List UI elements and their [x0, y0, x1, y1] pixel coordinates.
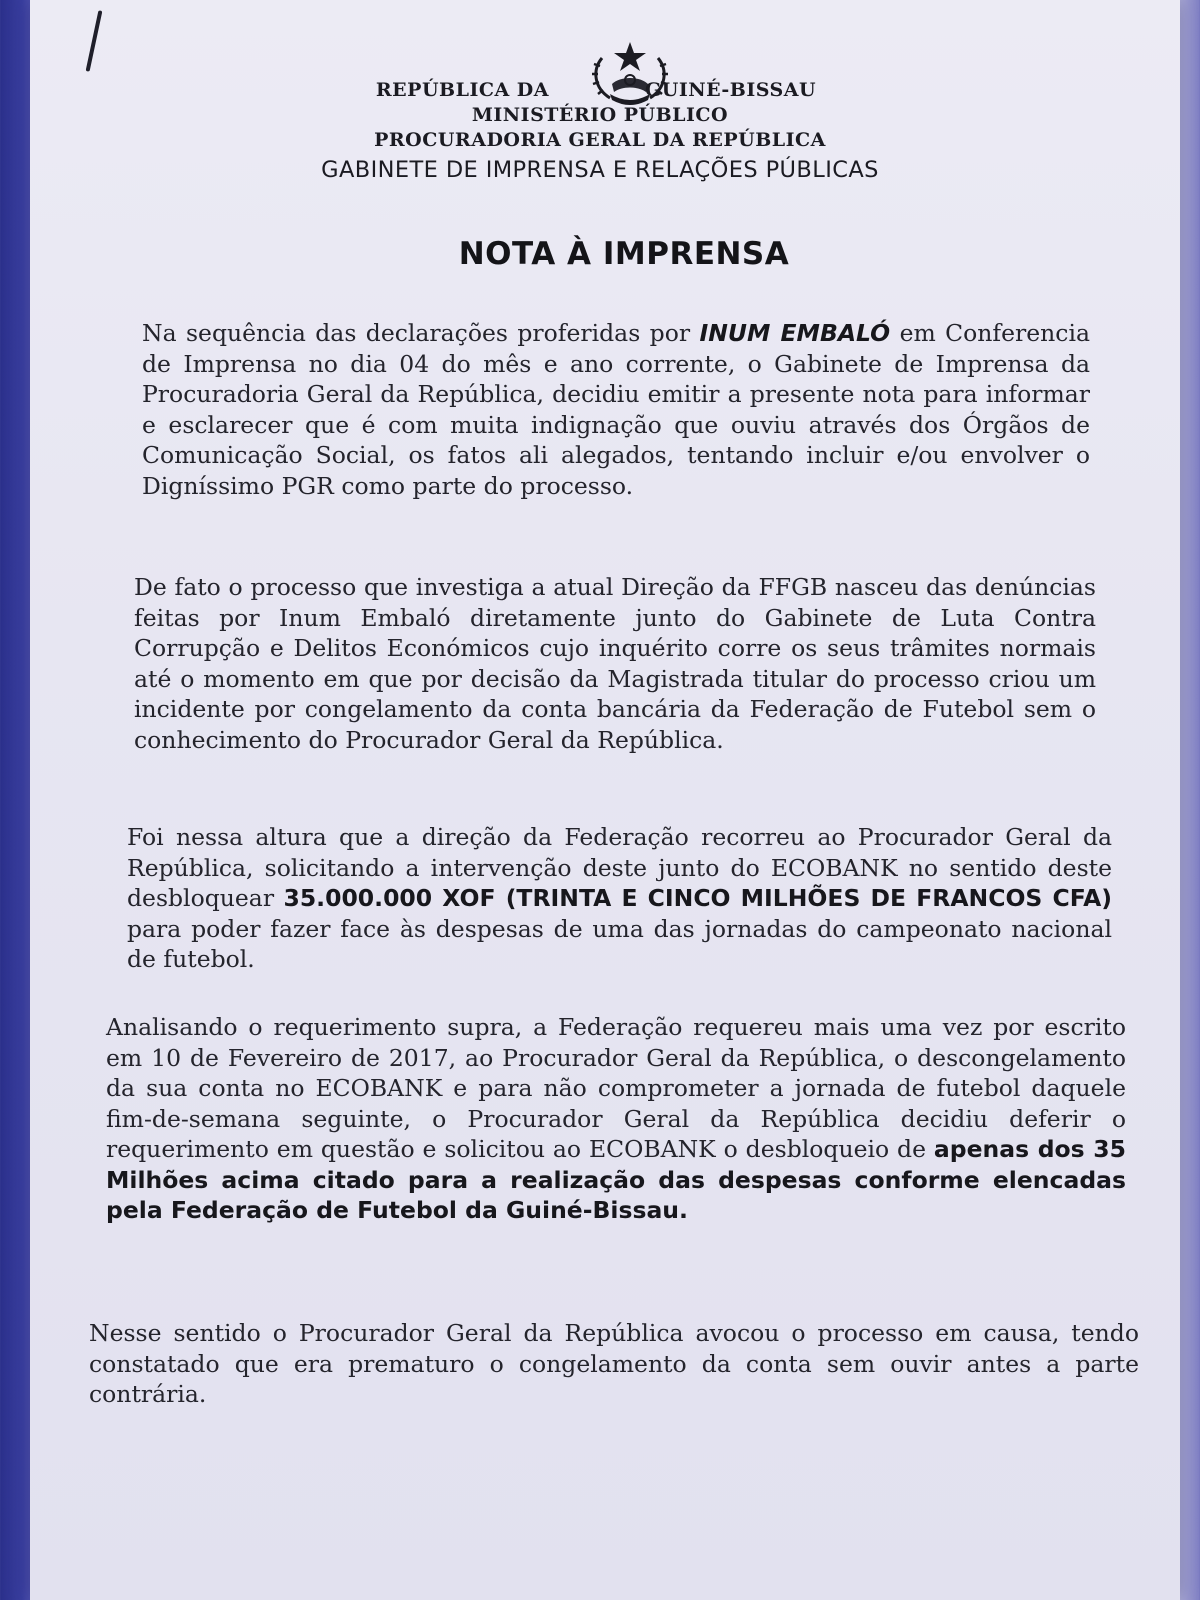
paragraph-3-text-b: para poder fazer face às despesas de uma das jornadas do campeonato nacional de futebol.: [127, 914, 1112, 973]
header-procuradoria: PROCURADORIA GERAL DA REPÚBLICA: [374, 129, 826, 151]
header-republica-right: GUINÉ-BISSAU: [645, 79, 817, 101]
document-title: NOTA À IMPRENSA: [458, 236, 790, 272]
paragraph-1-text-b: em Conferencia de Imprensa no dia 04 do mês e ano corrente, o Gabinete de Imprensa da Procuradoria Geral da República, decidiu emitir a presente nota para informar e esclarecer que é com muita indignação que ouviu através dos Órgãos de Comunicação Social, os fatos ali alegados, tentando incluir e/ou envolver o Digníssimo PGR como parte do processo.: [142, 319, 1090, 500]
paragraph-1-name: INUM EMBALÓ: [699, 319, 891, 347]
header-ministerio: MINISTÉRIO PÚBLICO: [471, 104, 729, 126]
header-republica-left: REPÚBLICA DA: [375, 79, 550, 101]
paragraph-4-text-a: Analisando o requerimento supra, a Federação requereu mais uma vez por escrito em 10 de Fevereiro de 2017, ao Procurador Geral da República, o descongelamento da sua conta no ECOBANK e para não comprometer a jornada de futebol daquele fim-de-semana seguinte, o Procurador Geral da República decidiu deferir o requerimento em questão e solicitou ao ECOBANK o desbloqueio de: [106, 1013, 1126, 1163]
paragraph-4-bold: apenas dos 35 Milhões acima citado para a realização das despesas conforme elencadas pela Federação de Futebol da Guiné-Bissau.: [106, 1135, 1126, 1224]
paragraph-1: [142, 318, 1090, 501]
document-header: [0, 78, 1200, 185]
paragraph-1-text-a: Na sequência das declarações proferidas por: [142, 319, 700, 347]
paragraph-4: [106, 1012, 1126, 1226]
paragraph-5: Nesse sentido o Procurador Geral da República avocou o processo em causa, tendo constatado que era prematuro o congelamento da conta sem ouvir antes a parte contrária.: [89, 1319, 1139, 1408]
paragraph-3-text-a: Foi nessa altura que a direção da Federação recorreu ao Procurador Geral da República, solicitando a intervenção deste junto do ECOBANK no sentido deste desbloquear: [127, 823, 1112, 912]
header-republica: [0, 78, 1200, 103]
paragraph-2: De fato o processo que investiga a atual Direção da FFGB nasceu das denúncias feitas por Inum Embaló diretamente junto do Gabinete de Luta Contra Corrupção e Delitos Económicos cujo inquérito corre os seus trâmites normais até o momento em que por decisão da Magistrada titular do processo criou um incidente por congelamento da conta bancária da Federação de Futebol sem o conhecimento do Procurador Geral da República.: [134, 573, 1096, 754]
paragraph-3: [127, 822, 1112, 975]
paragraph-3-amount: 35.000.000 XOF (TRINTA E CINCO MILHÕES DE FRANCOS CFA): [283, 884, 1112, 912]
header-gabinete: GABINETE DE IMPRENSA E RELAÇÕES PÚBLICAS: [321, 157, 879, 183]
